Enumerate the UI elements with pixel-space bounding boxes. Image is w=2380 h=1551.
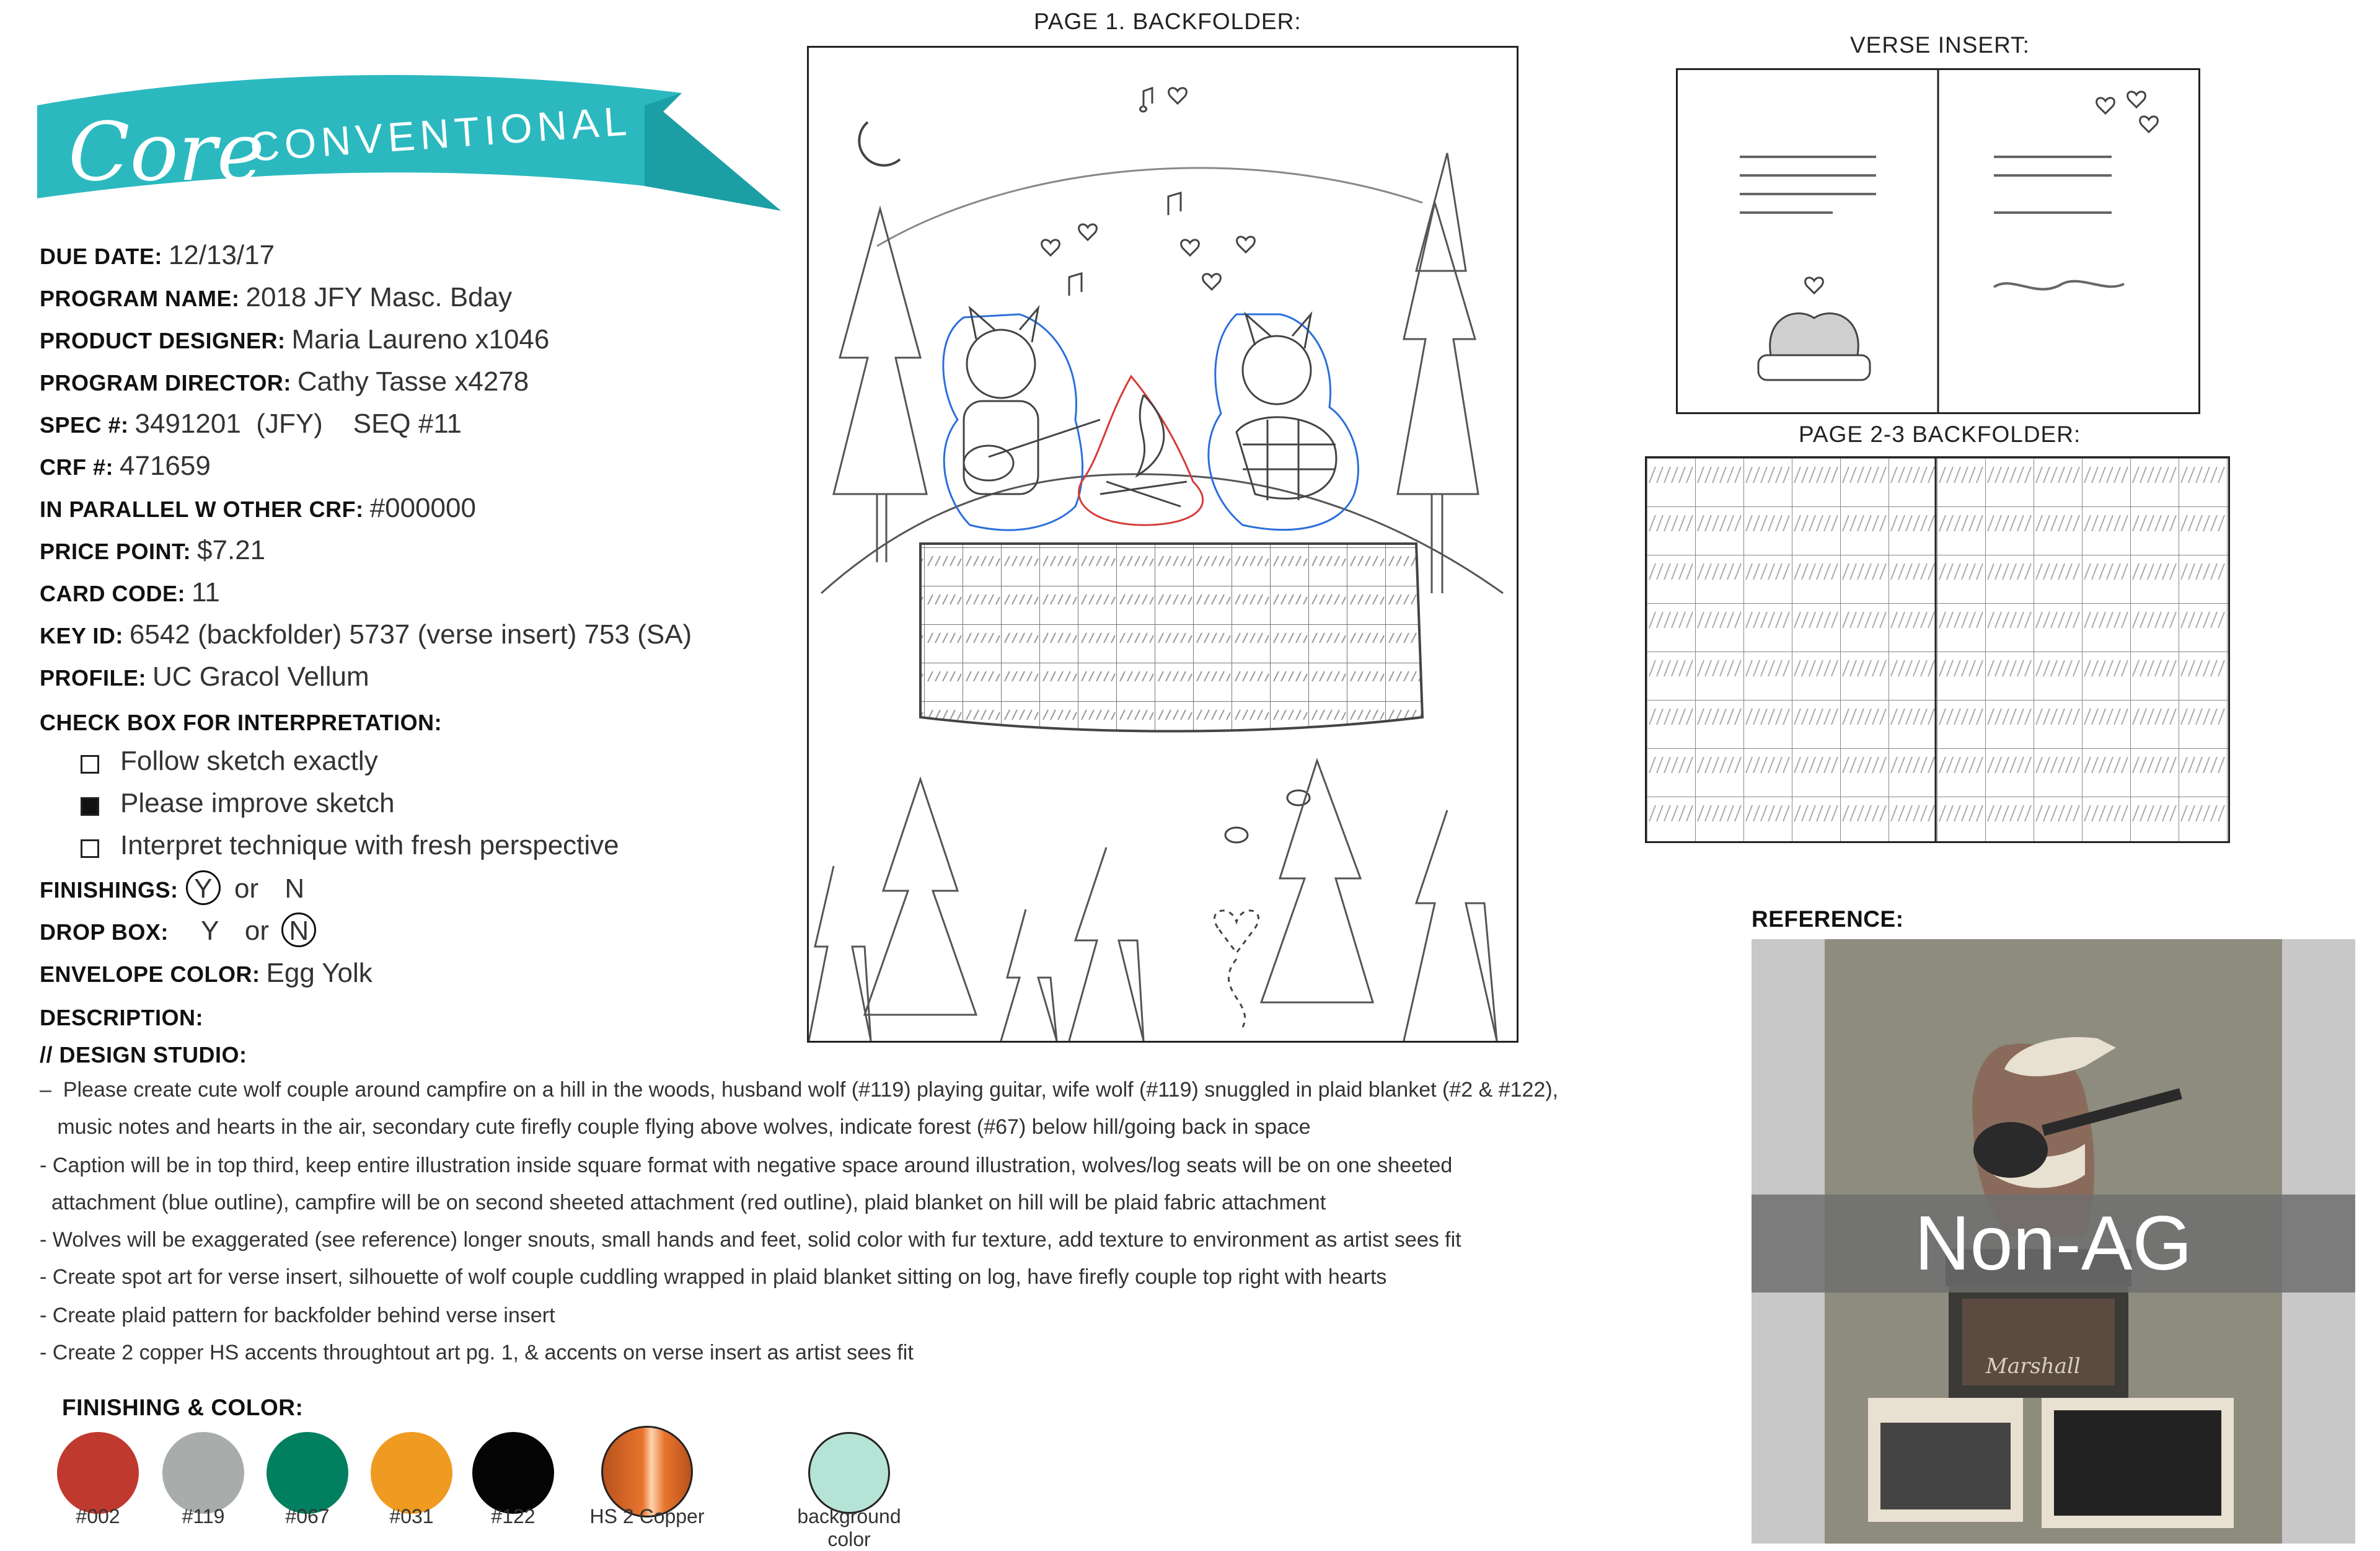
envelope-value: Egg Yolk [266,958,372,988]
page23-plaid-sketch [1647,458,2228,841]
finishings-no[interactable]: N [284,873,305,904]
option-label: Interpret technique with fresh perspective [120,830,619,860]
description-line: – Please create cute wolf couple around campfire on a hill in the woods, husband wolf (#119) playing guitar, wife wolf (#119) snuggled in plaid blanket (#2 & #122), [40,1078,1559,1102]
core-conventional-banner [25,56,806,223]
spec-value: Cathy Tasse x4278 [297,366,529,397]
spec-label: DUE DATE: [40,244,162,269]
interpretation-heading-text: CHECK BOX FOR INTERPRETATION: [40,710,443,735]
finishings-row [40,870,304,909]
interpretation-option[interactable] [81,743,378,780]
spec-card-code [40,574,220,612]
spec-program-name [40,279,512,317]
interpretation-option[interactable] [81,785,395,822]
finishings-or: or [234,873,259,904]
page1-sketch [809,48,1517,1041]
spec-due-date [40,237,275,275]
swatch-label: #002 [76,1505,120,1527]
swatch-label: background color [797,1505,901,1550]
description-line: - Wolves will be exaggerated (see reference) longer snouts, small hands and feet, solid color with fur texture, add texture to environment as artist sees fit [40,1228,1461,1252]
swatch-label: #122 [491,1505,536,1527]
non-ag-label: Non-AG [1915,1201,2192,1286]
interpretation-heading [40,703,442,741]
description-line: - Create plaid pattern for backfolder behind verse insert [40,1304,555,1327]
spec-label: IN PARALLEL W OTHER CRF: [40,497,364,522]
spec-value: #000000 [369,493,476,523]
swatch-119 [162,1432,244,1514]
spec-key-id [40,616,692,655]
spec-value: 2018 JFY Masc. Bday [245,282,513,312]
spec-value: 471659 [120,451,211,481]
finishings-yes-circled[interactable]: Y [186,870,221,905]
spec-value: $7.21 [197,535,266,565]
swatch-label: #031 [389,1505,434,1527]
banner-caps-text: CONVENTIONAL [248,97,633,170]
page23-sketch-frame [1645,456,2230,843]
envelope-color-row [40,955,372,993]
swatch-label: HS 2 Copper [589,1505,705,1527]
description-heading-text: DESCRIPTION: [40,1005,204,1030]
spec-spec-number [40,405,462,444]
description-line: music notes and hearts in the air, secondary cute firefly couple flying above wolves, indicate forest (#67) below hill/going back in space [40,1115,1311,1139]
spec-label: CRF #: [40,454,113,480]
spec-value: 6542 (backfolder) 5737 (verse insert) 753 (SA) [129,619,692,650]
spec-value: 12/13/17 [168,240,275,270]
spec-program-director [40,363,529,402]
description-heading [40,998,203,1036]
swatch-label: #119 [182,1505,225,1527]
checkbox-follow[interactable] [81,755,99,774]
moon-icon [859,122,900,166]
option-label: Follow sketch exactly [120,746,378,776]
spec-label: KEY ID: [40,623,123,648]
checkbox-improve[interactable] [81,797,99,816]
page23-title: PAGE 2-3 BACKFOLDER: [1799,422,2081,447]
interpretation-option[interactable] [81,827,619,864]
spec-value: 11 [192,577,220,608]
spec-crf-number [40,448,211,486]
design-studio-heading-text: // DESIGN STUDIO: [40,1042,247,1067]
swatch-067 [267,1432,348,1514]
spec-label: PRODUCT DESIGNER: [40,328,286,353]
swatch-031 [371,1432,452,1514]
verse-insert-frame [1676,68,2200,414]
wolf-wife-outline [1209,314,1359,530]
spec-label: PRICE POINT: [40,539,192,564]
swatch-background-color [808,1432,890,1514]
drop-box-yes[interactable]: Y [201,916,219,946]
description-line: - Create 2 copper HS accents throughtout art pg. 1, & accents on verse insert as artist sees fit [40,1341,914,1364]
spec-label: SPEC #: [40,412,129,438]
spec-value: Maria Laureno x1046 [291,324,550,355]
page1-sketch-frame [807,46,1518,1043]
spec-label: PROGRAM DIRECTOR: [40,370,291,395]
envelope-label: ENVELOPE COLOR: [40,961,260,987]
swatch-122 [472,1432,554,1514]
reference-amp-label: Marshall [1986,1354,2081,1379]
banner-script-text: Core [68,105,265,199]
spec-label: PROGRAM NAME: [40,286,240,311]
spec-value: UC Gracol Vellum [152,661,369,692]
spec-product-designer [40,321,549,360]
finishings-label: FINISHINGS: [40,877,178,903]
reference-title: REFERENCE: [1752,906,1904,932]
spec-label: CARD CODE: [40,581,185,606]
verse-insert-sketch [1678,70,2198,412]
drop-box-label: DROP BOX: [40,919,169,945]
campfire-outline [1079,376,1203,525]
spec-value: 3491201 (JFY) SEQ #11 [134,409,462,439]
spec-price-point [40,532,265,570]
swatch-hs2-copper [601,1426,693,1518]
spec-label: PROFILE: [40,665,146,691]
reference-image [1752,939,2355,1544]
swatch-002 [57,1432,139,1514]
drop-box-row [40,912,316,951]
design-studio-heading [40,1035,247,1074]
description-line: - Create spot art for verse insert, silhouette of wolf couple cuddling wrapped in plaid blanket sitting on log, have firefly couple top right with hearts [40,1265,1387,1289]
swatch-label: #067 [285,1505,330,1527]
spec-parallel-crf [40,490,476,528]
verse-insert-title: VERSE INSERT: [1850,32,2030,58]
finishing-color-heading: FINISHING & COLOR: [62,1395,304,1420]
checkbox-interpret[interactable] [81,839,99,858]
drop-box-no-circled[interactable]: N [281,912,316,947]
option-label: Please improve sketch [120,788,395,818]
drop-box-or: or [244,916,270,946]
spec-profile [40,658,369,697]
description-line: attachment (blue outline), campfire will be on second sheeted attachment (red outline), plaid blanket on hill will be plaid fabric attachment [40,1191,1326,1214]
description-line: - Caption will be in top third, keep entire illustration inside square format with negative space around illustration, wolves/log seats will be on one sheeted [40,1154,1453,1177]
page1-title: PAGE 1. BACKFOLDER: [1034,9,1302,34]
